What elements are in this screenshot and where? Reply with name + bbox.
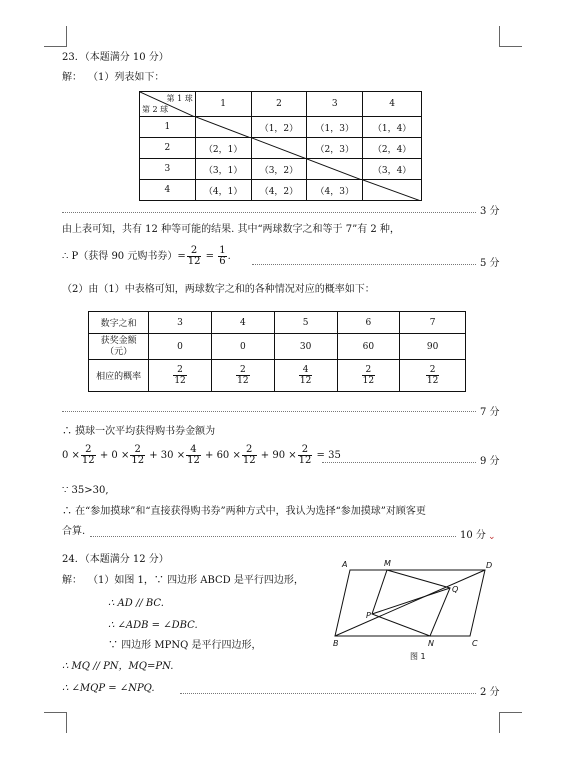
numerator: 2: [236, 365, 249, 376]
table-cell: 6: [337, 312, 400, 334]
denominator: 12: [131, 455, 145, 466]
crop-mark-top-right: [499, 26, 522, 47]
term-coefficient: + 0 ×: [99, 450, 130, 461]
denominator: 12: [187, 256, 201, 267]
conclusion-line: ∴ 在“参加摸球”和“直接获得购书券”两种方式中，我认为选择“参加摸球”对顾客更: [62, 506, 426, 517]
table-cell: （2，4）: [363, 138, 422, 159]
table-cell: （3，1）: [195, 159, 251, 180]
term-coefficient: + 90 ×: [260, 450, 297, 461]
cell-diagonal: [196, 117, 251, 138]
segment-pq: [372, 588, 450, 614]
q24-line-4: ∵ 四边形 MPNQ 是平行四边形，: [108, 640, 262, 651]
crop-mark-top-left: [44, 26, 67, 47]
diagonal-cell: [307, 159, 363, 180]
fraction: [236, 365, 249, 386]
chevron-down-icon: ⌄: [488, 532, 496, 542]
diagonal-bd: [335, 570, 485, 636]
label-q: Q: [452, 585, 459, 594]
numerator: 2: [426, 365, 439, 376]
corner-top-label: 第 1 球: [166, 94, 193, 103]
q23-solution-label: 解：: [62, 72, 82, 83]
expected-value-expression: [62, 442, 341, 470]
fraction: [187, 246, 202, 267]
row-header: 4: [140, 180, 196, 201]
row-label: 数字之和: [89, 312, 149, 334]
table-cell: （2，1）: [195, 138, 251, 159]
fraction: [298, 445, 313, 466]
table-cell: 3: [149, 312, 212, 334]
diagonal-cell: [363, 180, 422, 201]
label-n: N: [428, 639, 434, 648]
numerator: 4: [299, 365, 312, 376]
fraction: [242, 445, 257, 466]
term-coefficient: 0 ×: [62, 450, 80, 461]
score-leader: [62, 212, 476, 213]
result-line: 由上表可知，共有 12 种等可能的结果. 其中“两球数字之和等于 7”有 2 种，: [62, 224, 400, 235]
score-mark: 3 分: [480, 206, 500, 217]
q24-line-5: ∴ MQ // PN，MQ=PN.: [62, 661, 174, 672]
part2-line: （2）由（1）中表格可知，两球数字之和的各种情况对应的概率如下：: [62, 284, 375, 295]
score-leader: [62, 411, 476, 412]
label-m: M: [384, 559, 391, 568]
table-cell: 7: [400, 312, 466, 334]
numerator: 2: [298, 445, 313, 456]
diagonal-cell: [251, 138, 307, 159]
table-cell: [274, 360, 337, 392]
denominator: 6: [219, 256, 226, 267]
row-header: 1: [140, 117, 196, 138]
prize-probability-table: [88, 311, 466, 392]
q24-solution-label: 解：: [62, 575, 82, 586]
score-mark: 2 分: [480, 687, 500, 698]
term-coefficient: + 30 ×: [149, 450, 186, 461]
table-cell: （1，3）: [307, 117, 363, 138]
score-leader: [322, 462, 476, 463]
table-cell: （2，3）: [307, 138, 363, 159]
table-cell: （3，2）: [251, 159, 307, 180]
label-d: D: [486, 561, 493, 570]
fraction: [81, 445, 96, 466]
row-label-line: 获奖金额: [100, 335, 137, 346]
fraction: [186, 445, 201, 466]
denominator: 12: [187, 455, 200, 466]
row-header: 3: [140, 159, 196, 180]
table-cell: 60: [337, 334, 400, 360]
table-cell: 0: [149, 334, 212, 360]
label-a: A: [342, 560, 348, 569]
row-label: [89, 334, 149, 360]
cell-diagonal: [307, 159, 362, 180]
table-cell: [211, 360, 274, 392]
table-cell: （4，3）: [307, 180, 363, 201]
q24-line-3: ∴ ∠ADB = ∠DBC.: [108, 620, 198, 631]
label-b: B: [333, 639, 339, 648]
numerator: 2: [242, 445, 257, 456]
score-leader: [252, 264, 476, 265]
col-header: 3: [307, 92, 363, 117]
table-cell: 0: [211, 334, 274, 360]
corner-bottom-label: 第 2 球: [142, 105, 169, 114]
fraction: [426, 365, 439, 386]
fraction: [299, 365, 312, 386]
numerator: 2: [130, 445, 145, 456]
table-cell: 30: [274, 334, 337, 360]
fraction: [173, 365, 186, 386]
conclusion-line-2: 合算.: [62, 526, 86, 537]
q24-heading: 24．（本题满分 12 分）: [62, 554, 169, 565]
col-header: 4: [363, 92, 422, 117]
outcome-table: [139, 91, 422, 201]
numerator: 2: [81, 445, 96, 456]
fraction: [130, 445, 145, 466]
score-leader: [180, 693, 476, 694]
row-label: 相应的概率: [89, 360, 149, 392]
label-c: C: [472, 639, 478, 648]
numerator: 2: [173, 365, 186, 376]
diagonal-cell: [195, 117, 251, 138]
label-p: P: [366, 611, 371, 620]
score-mark: 10 分: [460, 530, 486, 541]
col-header: 2: [251, 92, 307, 117]
denominator: 12: [81, 455, 95, 466]
table-cell: （1，4）: [363, 117, 422, 138]
table-cell: （3，4）: [363, 159, 422, 180]
score-mark: 7 分: [480, 407, 500, 418]
numerator: 2: [362, 365, 375, 376]
col-header: 1: [195, 92, 251, 117]
crop-mark-bottom-left: [44, 712, 67, 733]
table-cell: [400, 360, 466, 392]
denominator: 12: [174, 376, 186, 386]
row-header: 2: [140, 138, 196, 159]
denominator: 12: [426, 376, 439, 386]
expression-result: = 35: [316, 450, 341, 461]
table-cell: 5: [274, 312, 337, 334]
period: .: [227, 251, 231, 262]
q23-part1: （1）列表如下：: [88, 72, 165, 83]
cell-diagonal: [363, 180, 421, 201]
probability-line: [62, 244, 231, 270]
prob-prefix: ∴ P（获得 90 元购书券）=: [62, 251, 186, 262]
q24-line-2: ∴ AD // BC.: [108, 598, 164, 609]
average-line: ∴ 摸球一次平均获得购书券金额为: [62, 426, 216, 437]
equals-sign: =: [205, 251, 215, 262]
figure-caption: 图 1: [410, 652, 426, 661]
table-cell: [149, 360, 212, 392]
denominator: 12: [299, 376, 312, 386]
crop-mark-bottom-right: [499, 712, 522, 733]
table-cell: （4，2）: [251, 180, 307, 201]
cell-diagonal: [252, 138, 307, 159]
fraction: [218, 246, 226, 267]
table-cell: （4，1）: [195, 180, 251, 201]
q24-line-1: （1）如图 1，∵ 四边形 ABCD 是平行四边形，: [88, 575, 304, 586]
fraction: [362, 365, 375, 386]
comparison-line: ∵ 35>30,: [62, 485, 109, 496]
table-cell: 4: [211, 312, 274, 334]
q23-heading: 23．（本题满分 10 分）: [62, 52, 169, 63]
score-leader: [90, 536, 456, 537]
denominator: 12: [362, 376, 375, 386]
table-cell: （1，2）: [251, 117, 307, 138]
denominator: 12: [298, 455, 312, 466]
table-corner-cell: [140, 92, 196, 117]
score-mark: 9 分: [480, 456, 500, 467]
term-coefficient: + 60 ×: [205, 450, 241, 461]
q24-line-6: ∴ ∠MQP = ∠NPQ.: [62, 683, 155, 694]
row-label-line: （元）: [105, 346, 133, 357]
numerator: 1: [219, 245, 226, 256]
denominator: 12: [237, 376, 249, 386]
parallelogram-figure: [330, 558, 500, 662]
table-cell: [337, 360, 400, 392]
table-cell: 90: [400, 334, 466, 360]
numerator: 2: [187, 246, 202, 257]
numerator: 4: [186, 445, 201, 456]
denominator: 12: [242, 455, 256, 466]
score-mark: 5 分: [480, 258, 500, 269]
